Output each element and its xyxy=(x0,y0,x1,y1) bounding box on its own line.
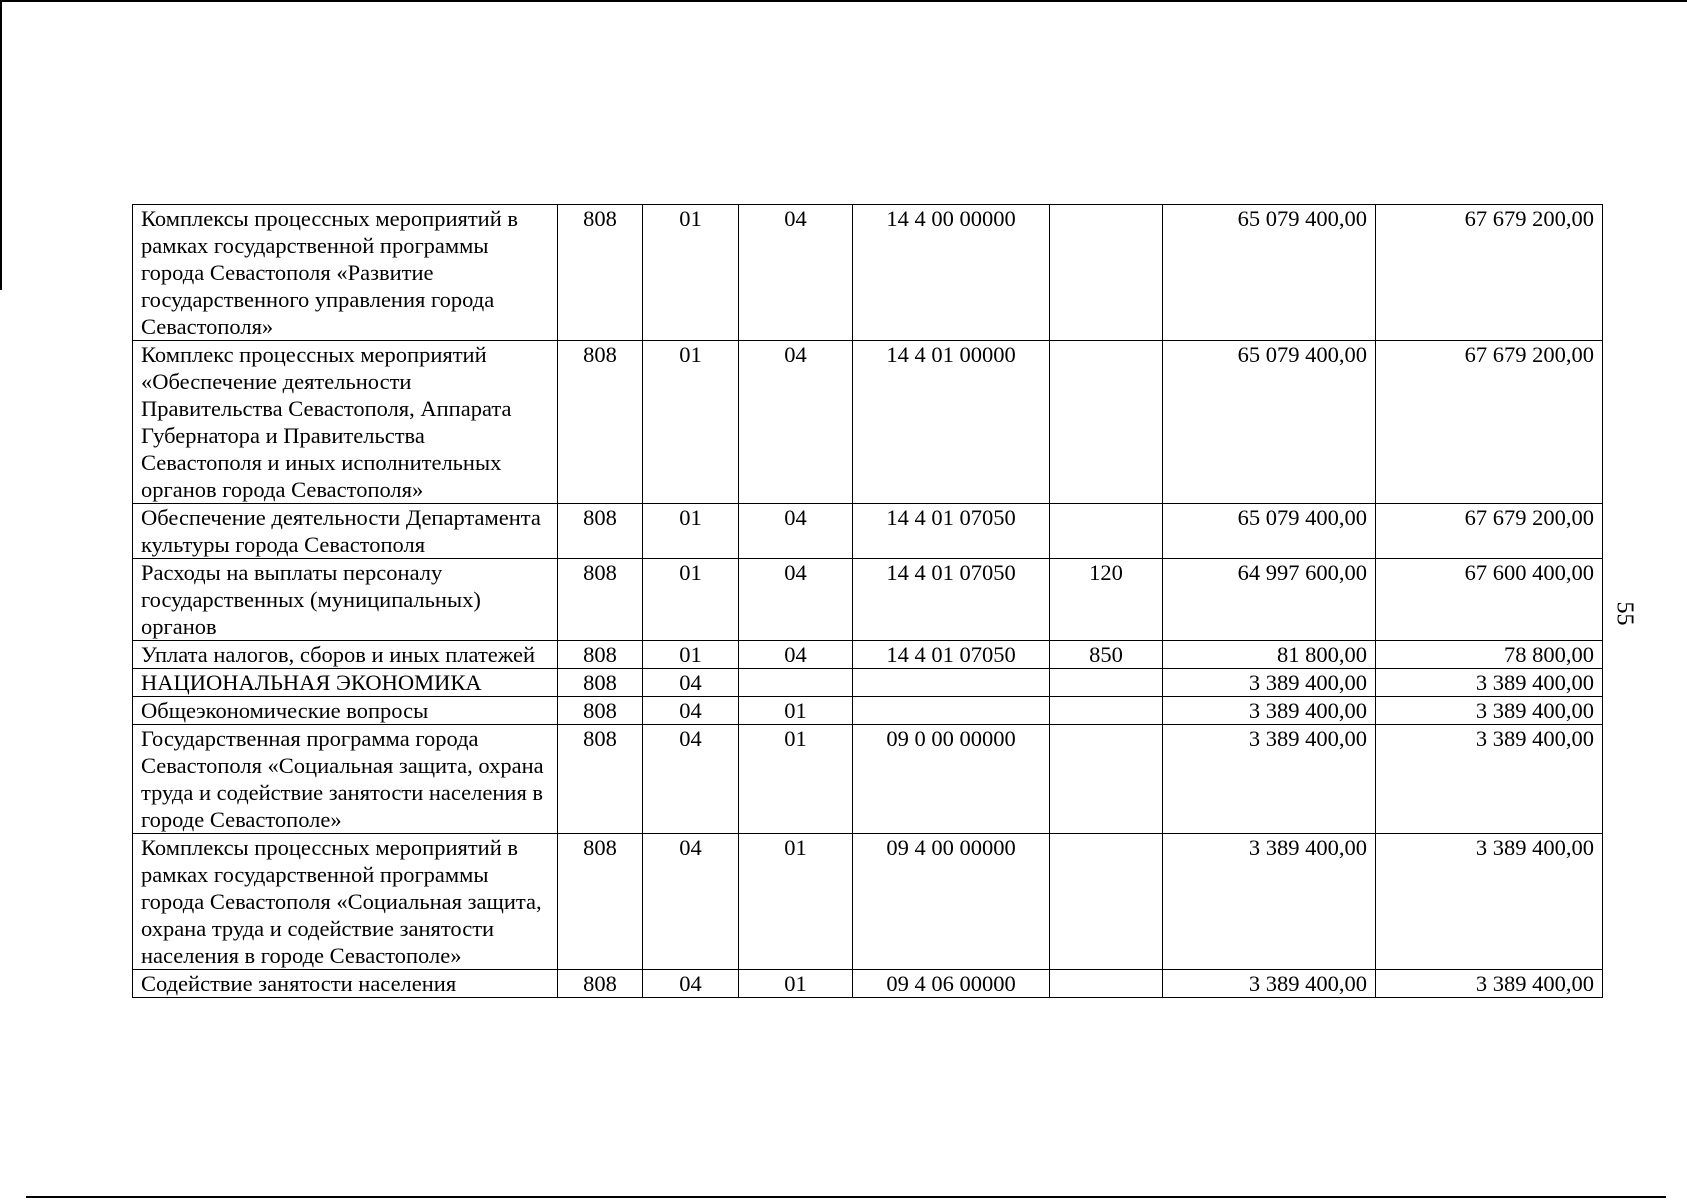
row-sum-1: 65 079 400,00 xyxy=(1163,205,1376,341)
row-grbs: 808 xyxy=(558,697,643,725)
row-grbs: 808 xyxy=(558,834,643,970)
row-pr: 01 xyxy=(739,725,853,834)
table-row xyxy=(133,205,1603,341)
row-vr: 850 xyxy=(1050,641,1163,669)
row-grbs: 808 xyxy=(558,205,643,341)
row-name: Государственная программа города Севастополя «Социальная защита, охрана труда и содействие занятости населения в городе Севастополе» xyxy=(133,725,558,834)
row-sum-2: 67 679 200,00 xyxy=(1376,205,1603,341)
row-csr xyxy=(853,697,1050,725)
row-pr: 01 xyxy=(739,697,853,725)
row-name: Расходы на выплаты персоналу государственных (муниципальных) органов xyxy=(133,559,558,641)
page-edge-bottom xyxy=(26,1196,1666,1198)
row-sum-2: 78 800,00 xyxy=(1376,641,1603,669)
page-number: 55 xyxy=(1611,601,1638,626)
budget-table-body xyxy=(133,205,1603,998)
row-pr xyxy=(739,669,853,697)
row-sum-1: 3 389 400,00 xyxy=(1163,834,1376,970)
row-csr: 14 4 00 00000 xyxy=(853,205,1050,341)
table-row xyxy=(133,341,1603,504)
row-name: Комплекс процессных мероприятий «Обеспечение деятельности Правительства Севастополя, Аппарата Губернатора и Правительства Севастополя и иных исполнительных органов города Севастополя» xyxy=(133,341,558,504)
table-row xyxy=(133,641,1603,669)
row-name: Содействие занятости населения xyxy=(133,970,558,998)
row-rz: 01 xyxy=(643,641,739,669)
row-sum-2: 3 389 400,00 xyxy=(1376,725,1603,834)
row-name: Комплексы процессных мероприятий в рамках государственной программы города Севастополя «Развитие государственного управления города Севастополя» xyxy=(133,205,558,341)
page-edge-left xyxy=(0,0,2,290)
row-vr xyxy=(1050,834,1163,970)
table-row xyxy=(133,834,1603,970)
row-vr xyxy=(1050,341,1163,504)
row-rz: 04 xyxy=(643,669,739,697)
table-row xyxy=(133,970,1603,998)
row-grbs: 808 xyxy=(558,559,643,641)
row-grbs: 808 xyxy=(558,341,643,504)
row-sum-1: 65 079 400,00 xyxy=(1163,341,1376,504)
budget-table xyxy=(132,204,1603,998)
row-sum-2: 3 389 400,00 xyxy=(1376,669,1603,697)
row-pr: 01 xyxy=(739,834,853,970)
row-rz: 01 xyxy=(643,341,739,504)
row-sum-1: 65 079 400,00 xyxy=(1163,504,1376,559)
row-sum-2: 3 389 400,00 xyxy=(1376,834,1603,970)
row-csr: 14 4 01 07050 xyxy=(853,641,1050,669)
row-grbs: 808 xyxy=(558,669,643,697)
row-csr: 09 0 00 00000 xyxy=(853,725,1050,834)
table-row xyxy=(133,697,1603,725)
row-rz: 04 xyxy=(643,697,739,725)
row-pr: 04 xyxy=(739,641,853,669)
row-vr xyxy=(1050,205,1163,341)
row-grbs: 808 xyxy=(558,504,643,559)
row-sum-2: 67 679 200,00 xyxy=(1376,341,1603,504)
page-edge-top xyxy=(0,0,1687,2)
row-sum-2: 3 389 400,00 xyxy=(1376,697,1603,725)
row-name: Обеспечение деятельности Департамента культуры города Севастополя xyxy=(133,504,558,559)
row-vr: 120 xyxy=(1050,559,1163,641)
row-sum-1: 3 389 400,00 xyxy=(1163,970,1376,998)
row-rz: 04 xyxy=(643,834,739,970)
row-pr: 04 xyxy=(739,341,853,504)
row-vr xyxy=(1050,970,1163,998)
row-sum-2: 67 679 200,00 xyxy=(1376,504,1603,559)
row-pr: 04 xyxy=(739,504,853,559)
row-pr: 04 xyxy=(739,205,853,341)
row-name: НАЦИОНАЛЬНАЯ ЭКОНОМИКА xyxy=(133,669,558,697)
row-rz: 01 xyxy=(643,504,739,559)
row-csr: 09 4 00 00000 xyxy=(853,834,1050,970)
row-sum-2: 3 389 400,00 xyxy=(1376,970,1603,998)
table-row xyxy=(133,669,1603,697)
row-vr xyxy=(1050,725,1163,834)
row-pr: 04 xyxy=(739,559,853,641)
row-sum-1: 3 389 400,00 xyxy=(1163,697,1376,725)
row-sum-2: 67 600 400,00 xyxy=(1376,559,1603,641)
row-name: Уплата налогов, сборов и иных платежей xyxy=(133,641,558,669)
row-rz: 01 xyxy=(643,205,739,341)
row-pr: 01 xyxy=(739,970,853,998)
row-vr xyxy=(1050,697,1163,725)
row-csr: 14 4 01 00000 xyxy=(853,341,1050,504)
row-rz: 04 xyxy=(643,725,739,834)
table-row xyxy=(133,559,1603,641)
row-rz: 01 xyxy=(643,559,739,641)
row-name: Общеэкономические вопросы xyxy=(133,697,558,725)
row-sum-1: 64 997 600,00 xyxy=(1163,559,1376,641)
row-grbs: 808 xyxy=(558,725,643,834)
row-vr xyxy=(1050,504,1163,559)
row-sum-1: 81 800,00 xyxy=(1163,641,1376,669)
row-sum-1: 3 389 400,00 xyxy=(1163,669,1376,697)
row-csr: 14 4 01 07050 xyxy=(853,504,1050,559)
row-csr: 09 4 06 00000 xyxy=(853,970,1050,998)
table-row xyxy=(133,504,1603,559)
row-rz: 04 xyxy=(643,970,739,998)
table-row xyxy=(133,725,1603,834)
row-csr: 14 4 01 07050 xyxy=(853,559,1050,641)
row-vr xyxy=(1050,669,1163,697)
row-csr xyxy=(853,669,1050,697)
row-grbs: 808 xyxy=(558,641,643,669)
row-grbs: 808 xyxy=(558,970,643,998)
row-name: Комплексы процессных мероприятий в рамках государственной программы города Севастополя «Социальная защита, охрана труда и содействие занятости населения в городе Севастополе» xyxy=(133,834,558,970)
row-sum-1: 3 389 400,00 xyxy=(1163,725,1376,834)
